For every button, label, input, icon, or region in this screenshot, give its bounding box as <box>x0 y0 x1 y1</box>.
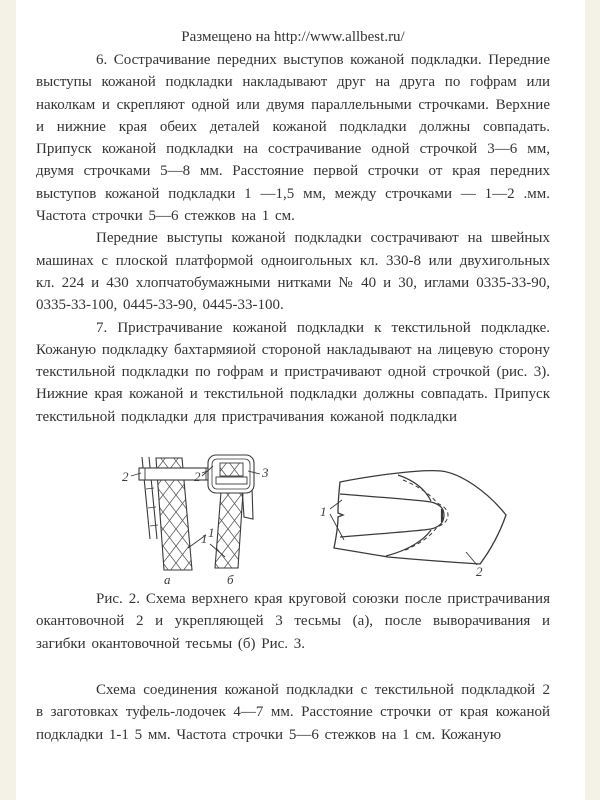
vamp-outline-shape <box>334 471 506 564</box>
binding-tape-shape <box>139 468 213 480</box>
figure-b-tape-label: 2 <box>194 469 201 485</box>
scan-edge-right <box>585 0 600 800</box>
figure-a-tape-label: 2 <box>122 469 129 485</box>
vamp-drawing <box>330 471 506 565</box>
figure-a-letter: а <box>164 572 171 587</box>
figure-2-illustration <box>36 444 550 586</box>
figure-b-letter: б <box>227 572 234 587</box>
vamp-lining-label: 1 <box>320 504 327 520</box>
scan-edge-left <box>0 0 16 800</box>
figure-2-svg <box>98 444 538 586</box>
page-header: Размещено на http://www.allbest.ru/ <box>181 29 405 45</box>
vamp-outer-label: 2 <box>476 564 483 580</box>
paragraph-7: 7. Пристрачивание кожаной подкладки к текстильной подкладке. Кожаную подкладку бахтармяиой стороной накладывают на лицевую сторону текстильной подкладки по гофрам и пристрачивают одной строчкой (рис. 3). Нижние края кожаной и текстильной подкладки должны совпадать. Припуск текстильной подкладки для пристрачивания кожаной подкладки <box>36 319 550 425</box>
document-page <box>36 26 550 746</box>
paragraph-machines: Передние выступы кожаной подкладки сострачивают на швейных машинах с плоской платформой одноигольных кл. 330-8 или двухигольных кл. 224 и 430 хлопчатобумажными нитками № 40 и 30, иглами 0335-33-90, 0335-33-100, 0445-33-90, 0445-33-100. <box>36 230 550 314</box>
figure-a-lining-label: 1 <box>208 525 215 541</box>
figure-2-caption: Рис. 2. Схема верхнего края круговой союзки после пристрачивания окантовочной 2 и укрепляющей 3 тесьмы (а), после выворачивания и загибки окантовочной тесьмы (б) Рис. 3. <box>36 591 550 652</box>
paragraph-scheme: Схема соединения кожаной подкладки с текстильной подкладкой 2 в заготовках туфель-лодочек 4—7 мм. Расстояние строчки от края кожаной подкладки 1-1 5 мм. Частота строчки 5—6 стежков на 1 см. Кожаную <box>36 681 550 743</box>
paragraph-6: 6. Сострачивание передних выступов кожаной подкладки. Передние выступы кожаной подкладки накладывают друг на друга по гофрам или наколкам и скрепляют одной или двумя параллельными строчками. Верхние и нижние края обеих деталей кожаной подкладки должны совпадать. Припуск кожаной подкладки на сострачивание одной строчкой 3—6 мм, двумя строчками 5—8 мм. Расстояние первой строчки от края передних выступов кожаной подкладки 1 —1,5 мм, между строчками — 1—2 .мм. Частота строчки 5—6 стежков на 1 см. <box>36 52 550 225</box>
figure-b-lining-label: 1 <box>201 531 208 547</box>
drawing-a <box>131 457 213 570</box>
lining-strip-shape-b <box>215 492 243 568</box>
figure-b-reinforce-label: 3 <box>262 465 269 481</box>
drawing-b <box>202 455 260 568</box>
